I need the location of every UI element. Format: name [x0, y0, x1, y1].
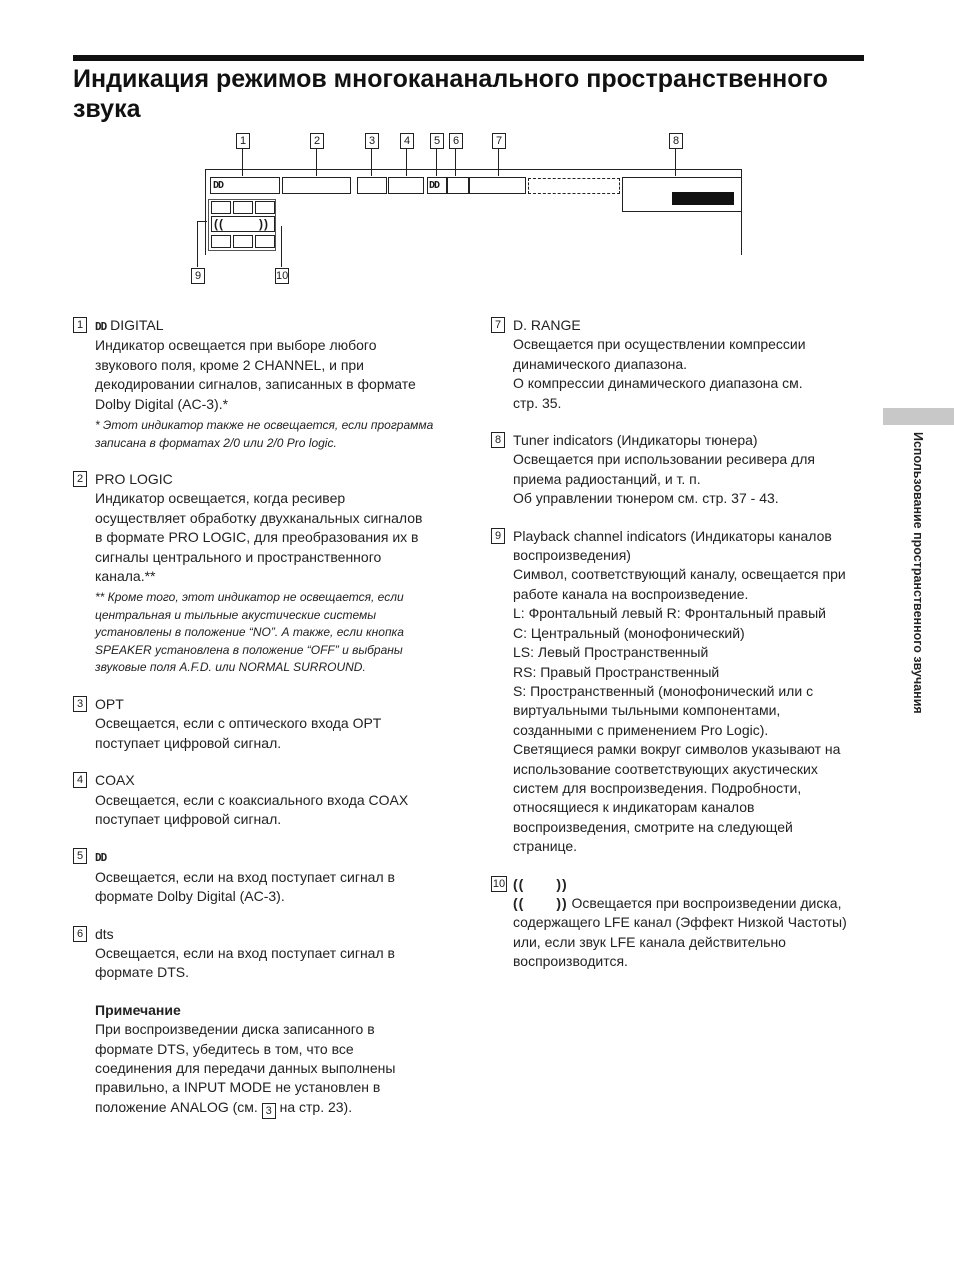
side-section-label: Использование пространственного звучания — [911, 432, 925, 714]
item-number: 10 — [492, 877, 506, 890]
item-description: содержащего LFE канал (Эффект Низкой Частоты) или, если звук LFE канала действительно воспроизводится. — [513, 914, 847, 970]
note-body: При воспроизведении диска записанного в формате DTS, убедитесь в том, что все соединения для передачи данных выполнены правильно, а INPUT MODE не установлен в положение ANALOG (см. — [95, 1021, 396, 1115]
dd-logo-icon: DD — [95, 320, 107, 333]
panel-top-edge — [205, 169, 742, 170]
callout-6: 6 — [449, 133, 463, 149]
item-6 — [73, 925, 463, 983]
item-description: Освещается при осуществлении компрессии динамического диапазона. О компрессии динамического диапазона см. стр. 35. — [513, 336, 806, 411]
tuner-area-left — [622, 177, 623, 212]
item-description: Индикатор освещается, когда ресивер осуществляет обработку двухканальных сигналов в формате PRO LOGIC, для преобразования их в сигналы центрального и пространственного канала.** — [95, 490, 423, 585]
callout-1: 1 — [236, 133, 250, 149]
item-description: Освещается, если с оптического входа OPT поступает цифровой сигнал. — [95, 715, 382, 751]
callout-5: 5 — [430, 133, 444, 149]
coax-indicator — [388, 177, 424, 194]
item-footnote: * Этот индикатор также не освещается, если программа записана в форматах 2/0 или 2/0 Pro logic. — [95, 418, 434, 450]
item-number: 9 — [491, 528, 505, 544]
item-heading: D. RANGE — [513, 317, 581, 333]
item-description-first: Освещается при воспроизведении диска, — [571, 894, 842, 911]
item-description: Освещается при использовании ресивера для приема радиостанций, и т. п. Об управлении тюнером см. стр. 37 - 43. — [513, 451, 815, 507]
item-number: 5 — [73, 848, 87, 864]
callout-3: 3 — [365, 133, 379, 149]
lfe-left-icon: (( — [513, 894, 525, 911]
tuner-area-top — [622, 177, 741, 178]
panel-left-edge — [205, 169, 206, 255]
item-description: Символ, соответствующий каналу, освещается при работе канала на воспроизведение. L: Фронтальный левый R: Фронтальный правый C: Центральный (монофонический) LS: Левый Пространственный RS: Правый Пространственный S: Пространственный (монофонический или с виртуальными тыльными компонентами, созданными с применением Pro Logic). Светящиеся рамки вокруг символов указывают на использование соответствующих акустических систем для воспроизведения. Подробности, относящиеся к индикаторам каналов воспроизведения, смотрите на следующей странице. — [513, 566, 846, 855]
lfe-left-icon: (( — [214, 217, 224, 231]
lfe-right-icon: )) — [556, 894, 568, 911]
side-tab-marker — [883, 408, 954, 425]
note-heading: Примечание — [95, 1001, 181, 1018]
item-10 — [491, 875, 866, 972]
channel-c-cell — [233, 201, 253, 214]
pro-logic-indicator — [282, 177, 351, 194]
item-4 — [73, 771, 463, 829]
item-description: Освещается, если с коаксиального входа COAX поступает цифровой сигнал. — [95, 791, 409, 827]
lfe-cell — [211, 216, 275, 232]
item-heading: COAX — [95, 772, 135, 789]
item-8 — [491, 431, 866, 509]
right-column — [491, 316, 866, 972]
note-tail: на стр. 23). — [279, 1098, 353, 1115]
channel-rs-cell — [255, 235, 275, 248]
channel-s-cell — [233, 235, 253, 248]
d-range-indicator — [469, 177, 526, 194]
note — [73, 1001, 463, 1119]
item-heading: DIGITAL — [110, 317, 164, 333]
item-9 — [491, 527, 866, 857]
item-number: 6 — [73, 926, 87, 942]
item-description: Индикатор освещается при выборе любого звукового поля, кроме 2 CHANNEL, и при декодировании сигналов, записанных в формате Dolby Digital (AC-3).* — [95, 337, 416, 412]
item-heading: Playback channel indicators (Индикаторы каналов воспроизведения) — [513, 527, 832, 564]
left-column — [73, 316, 463, 1119]
item-number: 1 — [73, 317, 87, 333]
lfe-left-icon: (( — [513, 875, 525, 892]
item-number: 7 — [491, 317, 505, 333]
leader-3 — [371, 149, 372, 176]
item-heading: Tuner indicators (Индикаторы тюнера) — [513, 432, 758, 449]
callout-8: 8 — [669, 133, 683, 149]
item-number: 3 — [73, 696, 87, 712]
channel-ls-cell — [211, 235, 231, 248]
item-1 — [73, 316, 463, 452]
leader-7 — [498, 149, 499, 176]
item-footnote: ** Кроме того, этот индикатор не освещается, если центральная и тыльные акустические системы установлены в положение “NO”. А также, если кнопка SPEAKER установлена в положение “OFF” и выбраны звуковые поля A.F.D. или NORMAL SURROUND. — [95, 590, 404, 675]
leader-9 — [197, 221, 198, 267]
callout-9: 9 — [191, 268, 205, 284]
page-title: Индикация режимов многокананального пространственного звука — [73, 65, 828, 123]
dd-input-indicator — [427, 177, 447, 194]
leader-5 — [436, 149, 437, 176]
item-number: 4 — [73, 772, 87, 788]
dd-logo-icon: DD — [213, 180, 224, 191]
leader-8 — [675, 149, 676, 176]
dd-logo-icon: DD — [95, 851, 107, 865]
leader-10 — [281, 226, 282, 267]
item-heading: PRO LOGIC — [95, 471, 173, 488]
panel-right-edge — [741, 169, 742, 255]
item-description: Освещается, если на вход поступает сигнал в формате Dolby Digital (AC-3). — [95, 868, 395, 905]
tuner-area-bottom — [622, 211, 741, 212]
callout-7: 7 — [492, 133, 506, 149]
item-number: 2 — [73, 471, 87, 487]
digital-indicator — [210, 177, 280, 194]
item-heading: OPT — [95, 695, 124, 712]
leader-4 — [406, 149, 407, 176]
dts-indicator — [447, 177, 469, 194]
callout-4: 4 — [400, 133, 414, 149]
callout-2: 2 — [310, 133, 324, 149]
tuner-frequency-block — [672, 192, 734, 205]
dd-logo-icon: DD — [429, 180, 440, 191]
channel-r-cell — [255, 201, 275, 214]
leader-1 — [242, 149, 243, 176]
opt-indicator — [357, 177, 387, 194]
channel-l-cell — [211, 201, 231, 214]
item-3 — [73, 695, 463, 753]
leader-6 — [455, 149, 456, 176]
item-5 — [73, 847, 463, 906]
tuner-dashed-area — [528, 178, 620, 194]
item-heading: dts — [95, 925, 114, 942]
callout-10: 10 — [276, 270, 289, 282]
item-7 — [491, 316, 866, 413]
note-ref-number: 3 — [262, 1103, 276, 1119]
title-rule — [73, 55, 864, 61]
lfe-right-icon: )) — [556, 875, 568, 892]
item-description: Освещается, если на вход поступает сигнал в формате DTS. — [95, 945, 395, 981]
item-number: 8 — [491, 432, 505, 448]
item-2 — [73, 470, 463, 677]
leader-2 — [316, 149, 317, 176]
lfe-right-icon: )) — [259, 217, 269, 231]
